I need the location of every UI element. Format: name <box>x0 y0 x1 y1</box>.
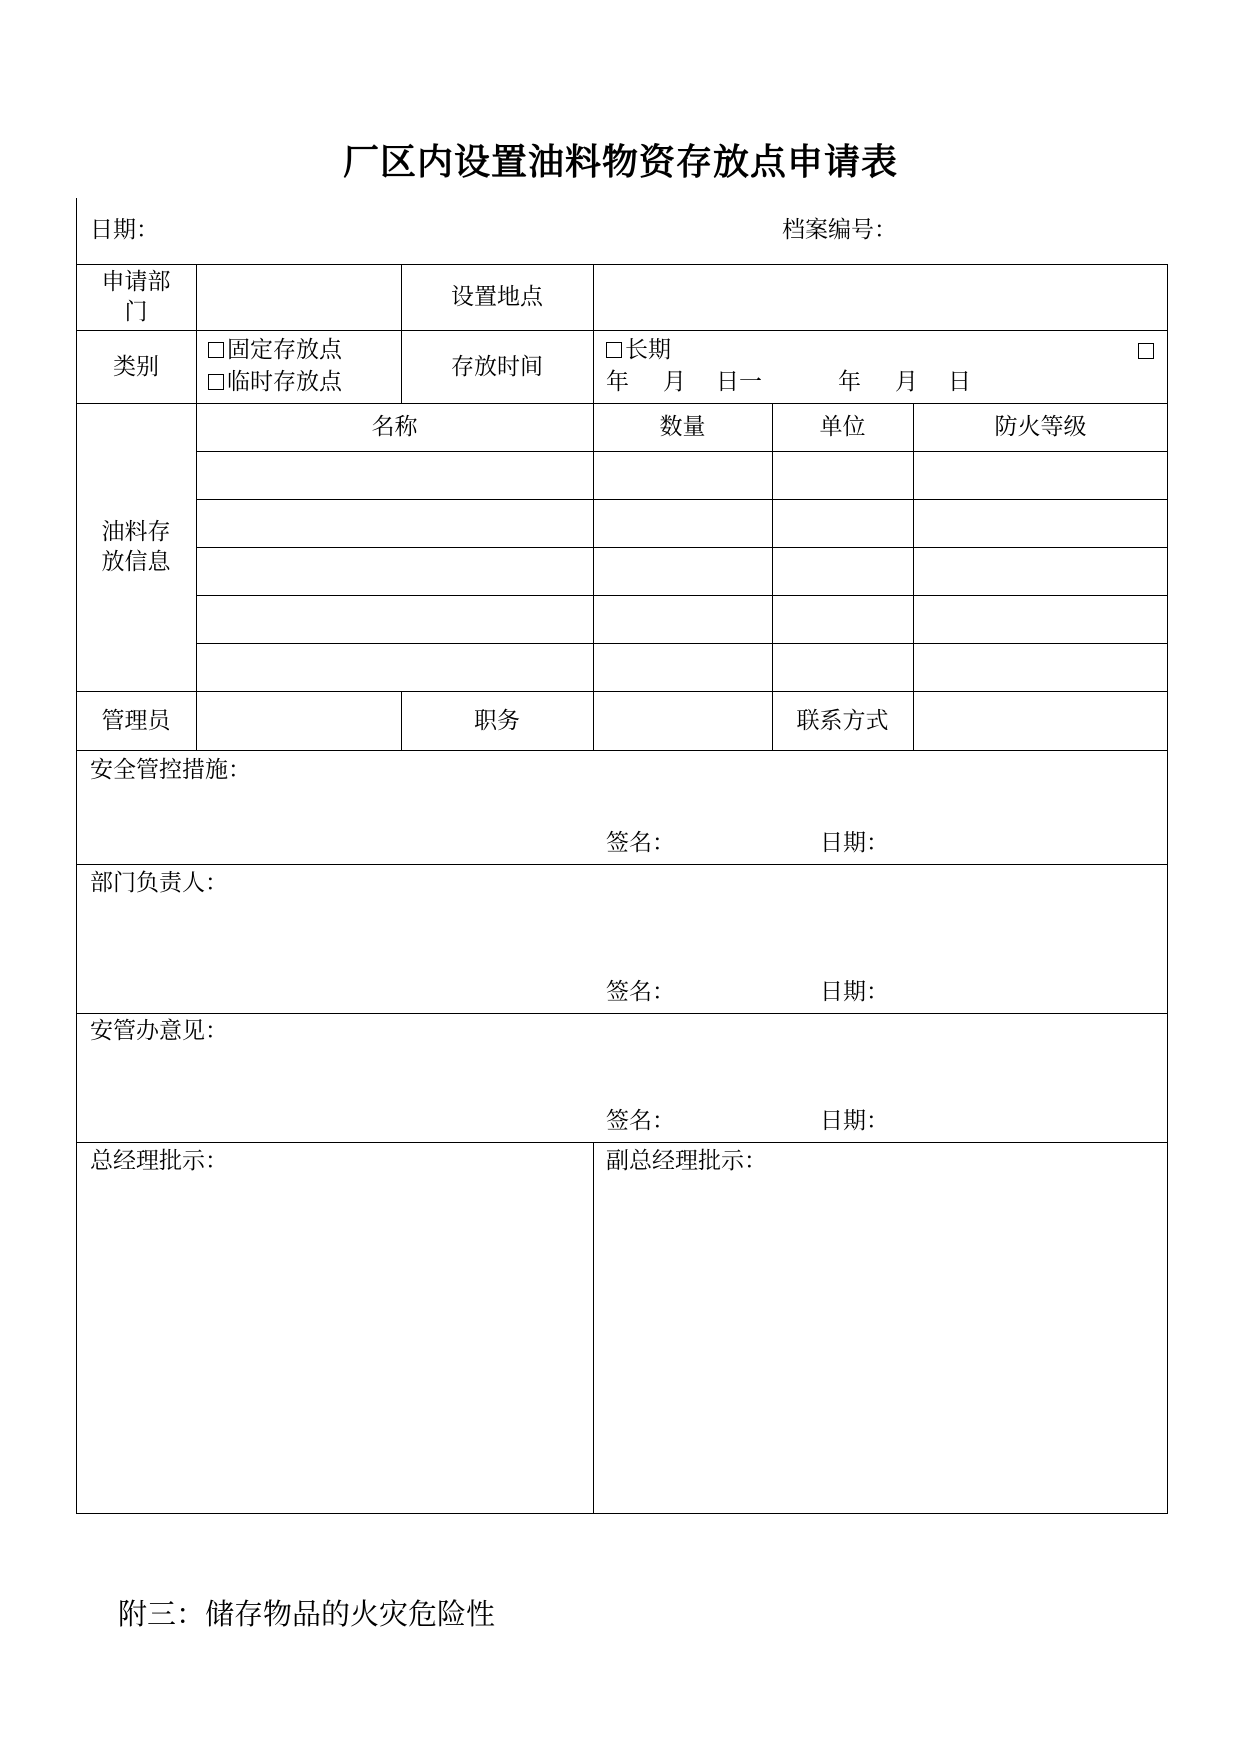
row-line <box>76 1142 1168 1143</box>
sign-label: 签名： <box>606 830 675 856</box>
row-line <box>196 547 1168 548</box>
row-line <box>76 691 1168 692</box>
sign-date-label: 日期： <box>820 979 889 1005</box>
application-form <box>76 198 1168 1514</box>
gm-approval-label: 总经理批示： <box>90 1148 228 1174</box>
dept-head-label: 部门负责人： <box>90 870 228 896</box>
col-line <box>196 264 197 751</box>
admin-label: 管理员 <box>101 707 171 734</box>
category-label: 类别 <box>113 353 159 380</box>
sign-date-label: 日期： <box>820 830 889 856</box>
row-line <box>76 864 1168 865</box>
bottom-border <box>76 1513 1168 1514</box>
form-title: 厂区内设置油料物资存放点申请表 <box>342 142 898 183</box>
row-line <box>196 643 1168 644</box>
row-line <box>76 330 1168 331</box>
location-label: 设置地点 <box>451 284 543 310</box>
safety-measures-label: 安全管控措施： <box>90 757 251 783</box>
checkbox-icon[interactable] <box>1138 343 1154 359</box>
position-label: 职务 <box>474 707 520 734</box>
file-number-label: 档案编号： <box>782 217 897 243</box>
date-range: 年 月 日一 年 月 日 <box>606 369 971 395</box>
row-line <box>196 499 1168 500</box>
row-line <box>76 264 1168 265</box>
sign-label: 签名： <box>606 979 675 1005</box>
oil-info-label: 油料存放信息 <box>101 519 171 575</box>
appendix-heading: 附三：储存物品的火灾危险性 <box>118 1597 496 1631</box>
col-line <box>593 1142 594 1514</box>
checkbox-icon[interactable] <box>208 342 224 358</box>
category-temporary-option[interactable]: 临时存放点 <box>208 367 342 397</box>
row-line <box>76 1013 1168 1014</box>
category-fixed-option[interactable]: 固定存放点 <box>208 335 342 365</box>
col-header-unit: 单位 <box>819 414 866 440</box>
checkbox-icon[interactable] <box>208 374 224 390</box>
deputy-gm-approval-label: 副总经理批示： <box>606 1148 767 1174</box>
row-line <box>76 750 1168 751</box>
safety-office-label: 安管办意见： <box>90 1018 228 1044</box>
col-line <box>913 403 914 751</box>
storage-time-label: 存放时间 <box>451 353 543 380</box>
col-header-fire-rating: 防火等级 <box>994 414 1087 440</box>
long-term-option[interactable]: 长期 <box>606 335 671 365</box>
applicant-dept-label: 申请部门 <box>101 269 171 325</box>
checkbox-icon[interactable] <box>606 342 622 358</box>
row-line <box>196 595 1168 596</box>
date-label: 日期： <box>90 217 159 243</box>
col-header-name: 名称 <box>371 414 418 440</box>
col-header-quantity: 数量 <box>659 414 706 440</box>
contact-label: 联系方式 <box>796 707 889 734</box>
sign-date-label: 日期： <box>820 1108 889 1134</box>
row-line <box>196 451 1168 452</box>
sign-label: 签名： <box>606 1108 675 1134</box>
col-line <box>593 264 594 751</box>
